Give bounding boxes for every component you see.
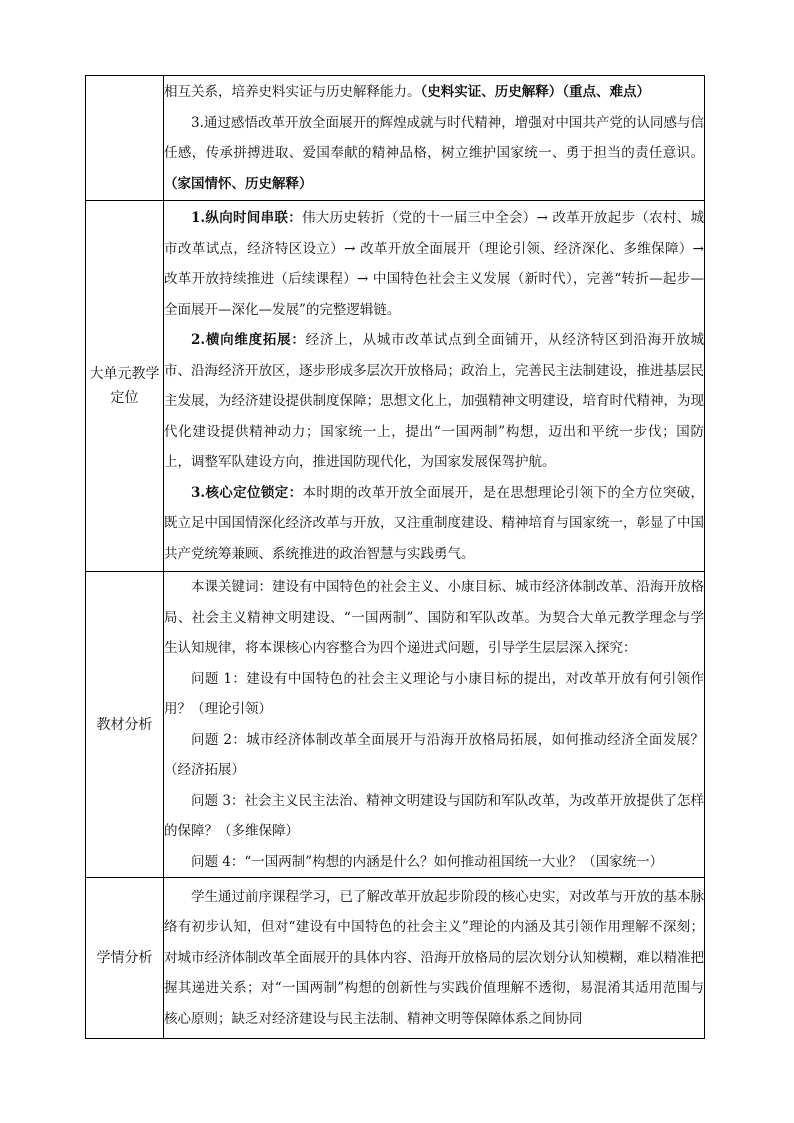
lesson-plan-table	[85, 75, 705, 1039]
paragraph: 问题 1：建设有中国特色的社会主义理论与小康目标的提出，对改革开放有何引领作用？（理论引领）	[164, 670, 704, 717]
paragraph-lead: 2.横向维度拓展：	[191, 332, 306, 348]
table-row	[86, 201, 705, 572]
paragraph: 问题 2：城市经济体制改革全面展开与沿海开放格局拓展，如何推动经济全面发展？（经济拓展）	[164, 731, 704, 778]
paragraph	[164, 77, 704, 108]
row-label: 学情分析	[86, 878, 164, 1039]
row-content	[164, 76, 705, 201]
row-content	[164, 878, 705, 1039]
row-content	[164, 201, 705, 572]
row-label: 教材分析	[86, 572, 164, 878]
paragraph: 学生通过前序课程学习，已了解改革开放起步阶段的核心史实，对改革与开放的基本脉络有初步认知，但对“建设有中国特色的社会主义”理论的内涵及其引领作用理解不深刻；对城市经济体制改革全面展开的具体内容、沿海开放格局的层次划分认知模糊，难以精准把握其递进关系；对“一国两制”构想的创新性与实践价值理解不透彻，易混淆其适用范围与核心原则；缺乏对经济建设与民主法制、精神文明等保障体系之间协同	[164, 888, 704, 1027]
paragraph-text: 相互关系，培养史料实证与历史解释能力。	[164, 84, 421, 100]
table-row	[86, 572, 705, 878]
row-content	[164, 572, 705, 878]
paragraph: 问题 4：“一国两制”构想的内涵是什么？如何推动祖国统一大业？（国家统一）	[191, 853, 664, 870]
paragraph-tail: （家国情怀、历史解释）	[164, 175, 313, 192]
paragraph	[164, 478, 704, 570]
paragraph-lead: 3.核心定位锁定：	[191, 484, 303, 501]
paragraph	[164, 203, 704, 325]
paragraph: 问题 3：社会主义民主法治、精神文明建设与国防和军队改革，为改革开放提供了怎样的保障？（多维保障）	[164, 792, 704, 839]
paragraph-lead: 1.纵向时间串联：	[191, 210, 302, 226]
paragraph	[164, 325, 704, 478]
paragraph	[164, 108, 704, 200]
row-label: 大单元教学定位	[86, 201, 164, 572]
row-label	[86, 76, 164, 201]
paragraph-tail: （史料实证、历史解释）（重点、难点）	[420, 84, 650, 100]
paragraph-text: 经济上，从城市改革试点到全面铺开，从经济特区到沿海开放城市、沿海经济开放区，逐步形成多层次开放格局；政治上，完善民主法制建设，推进基层民主发展，为经济建设提供制度保障；思想文化上，加强精神文明建设，培育时代精神，为现代化建设提供精神动力；国家统一上，提出“一国两制”构想，迈出和平统一步伐；国防上，调整军队建设方向，推进国防现代化，为国家发展保驾护航。	[164, 332, 705, 470]
table-row	[86, 878, 705, 1039]
paragraph: 本课关键词：建设有中国特色的社会主义、小康目标、城市经济体制改革、沿海开放格局、社会主义精神文明建设、“一国两制”、国防和军队改革。为契合大单元教学理念与学生认知规律，将本课核心内容整合为四个递进式问题，引导学生层层深入探究：	[164, 579, 704, 656]
paragraph-text: 3.通过感悟改革开放全面展开的辉煌成就与时代精神，增强对中国共产党的认同感与信任感，传承拼搏进取、爱国奉献的精神品格，树立维护国家统一、勇于担当的责任意识。	[164, 114, 704, 161]
paragraph-text: 本时期的改革开放全面展开，是在思想理论引领下的全方位突破，既立足中国国情深化经济改革与开放，又注重制度建设、精神培育与国家统一，彰显了中国共产党统筹兼顾、系统推进的政治智慧与实践勇气。	[164, 484, 705, 562]
paragraph-text: 伟大历史转折（党的十一届三中全会）→ 改革开放起步（农村、城市改革试点，经济特区设立）→ 改革开放全面展开（理论引领、经济深化、多维保障）→ 改革开放持续推进（后续课程）→ 中国特色社会主义发展（新时代），完善“转折—起步—全面展开—深化—发展”的完整逻辑链。	[164, 210, 704, 318]
table-row	[86, 76, 705, 201]
